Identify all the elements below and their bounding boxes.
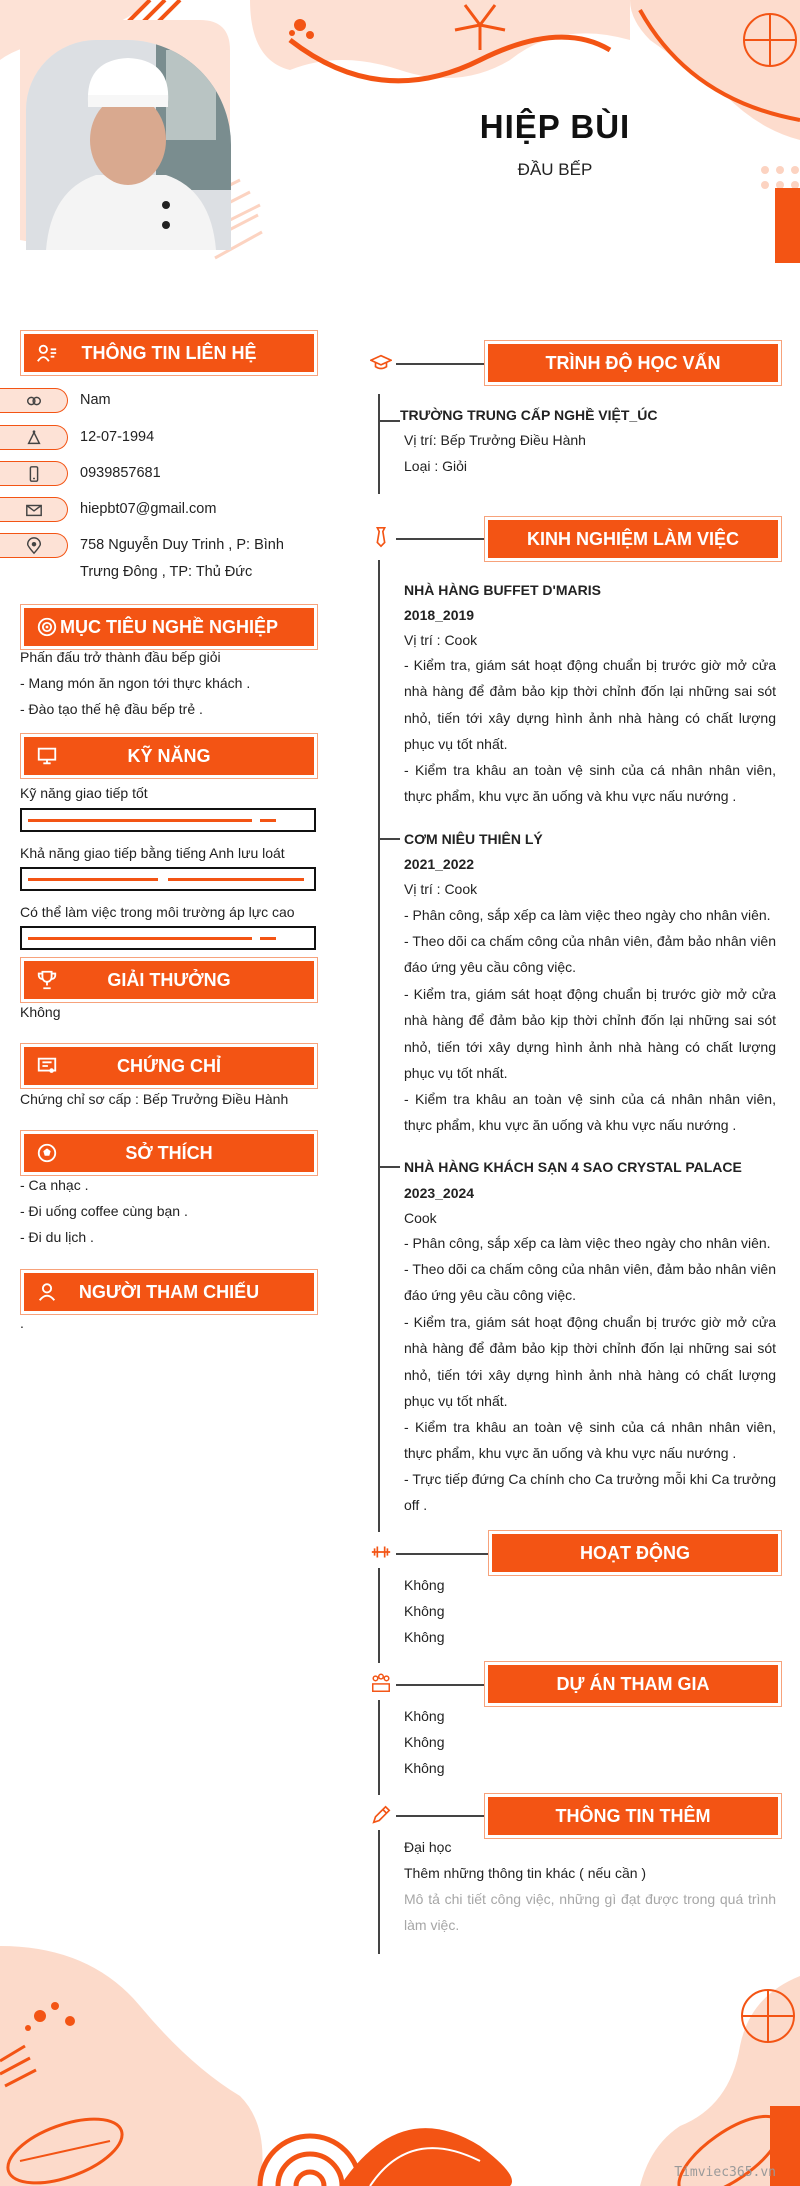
hobby-line: - Đi uống coffee cùng bạn . xyxy=(20,1203,188,1219)
additional-section-title xyxy=(488,1797,778,1835)
experience-section-title xyxy=(488,520,778,558)
project-line: Không xyxy=(404,1734,445,1750)
activity-line: Không xyxy=(404,1603,445,1619)
activity-line: Không xyxy=(404,1577,445,1593)
job-duty: - Kiểm tra, giám sát hoạt động chuẩn bị trước giờ mở cửa nhà hàng để đảm bảo kịp thời chỉnh đốn lại những sai sót nhỏ, tiến tới xây dựng hình ảnh nhà hàng có chất lượng phục vụ tốt nhất. xyxy=(404,986,776,1081)
additional-line: Thêm những thông tin khác ( nếu cần ) xyxy=(404,1865,647,1881)
additional-connector xyxy=(396,1815,484,1817)
hobby-line: - Ca nhạc . xyxy=(20,1177,89,1193)
skill-bar-accent xyxy=(260,819,276,822)
skill-name: Có thể làm việc trong môi trường áp lực cao xyxy=(20,904,295,920)
job-duty: - Kiểm tra khâu an toàn vệ sinh của cá nhân nhân viên, thực phẩm, khu vực ăn uống và khu vực nấu nướng . xyxy=(404,1419,776,1462)
ball-icon xyxy=(36,1142,58,1164)
projects-title-text: DỰ ÁN THAM GIA xyxy=(556,1673,710,1694)
person-icon xyxy=(36,1281,58,1303)
job-tick xyxy=(378,1166,400,1168)
candidate-name: HIỆP BÙI xyxy=(479,108,631,145)
additional-line: Đại học xyxy=(404,1839,452,1855)
job-period: 2023_2024 xyxy=(404,1185,475,1201)
references-section-title xyxy=(24,1273,314,1311)
trophy-icon xyxy=(36,969,58,991)
experience-title-text: KINH NGHIỆM LÀM VIỆC xyxy=(526,528,739,549)
skills-section-title xyxy=(24,737,314,775)
certificate-icon xyxy=(36,1055,58,1077)
experience-connector xyxy=(396,538,484,540)
location-icon xyxy=(0,533,68,558)
education-school: TRƯỜNG TRUNG CẤP NGHỀ VIỆT_ÚC xyxy=(400,407,658,423)
watermark-text: Timviec365.vn xyxy=(674,2165,776,2180)
job-company: NHÀ HÀNG KHÁCH SẠN 4 SAO CRYSTAL PALACE xyxy=(404,1159,742,1175)
contact-birthday-row xyxy=(0,425,154,451)
activity-line: Không xyxy=(404,1629,445,1645)
activities-title-text: HOẠT ĐỘNG xyxy=(580,1542,690,1563)
education-timeline xyxy=(378,394,380,494)
birthday-icon xyxy=(0,425,68,450)
skill-bar xyxy=(20,808,316,832)
pencil-icon xyxy=(370,1804,392,1826)
contact-icon xyxy=(36,342,58,364)
contact-email-row xyxy=(0,497,216,523)
hobbies-section-title xyxy=(24,1134,314,1172)
education-position: Vị trí: Bếp Trưởng Điều Hành xyxy=(404,432,586,448)
contact-gender-row xyxy=(0,388,111,414)
projects-connector xyxy=(396,1684,484,1686)
contact-address-line2: Trưng Đông , TP: Thủ Đức xyxy=(80,564,253,580)
graduation-cap-icon xyxy=(370,352,392,374)
hobbies-title-text: SỞ THÍCH xyxy=(125,1142,213,1163)
objective-line: - Đào tạo thế hệ đầu bếp trẻ . xyxy=(20,701,203,717)
candidate-job-title: ĐẦU BẾP xyxy=(517,160,593,179)
job-duty: - Kiểm tra khâu an toàn vệ sinh của cá nhân nhân viên, thực phẩm, khu vực ăn uống và khu vực nấu nướng . xyxy=(404,762,776,805)
gender-icon xyxy=(0,388,68,413)
dumbbell-icon xyxy=(370,1541,392,1563)
profile-photo xyxy=(26,40,231,250)
skill-bar-fill xyxy=(28,937,252,940)
job-duty: - Kiểm tra, giám sát hoạt động chuẩn bị trước giờ mở cửa nhà hàng để đảm bảo kịp thời chỉnh đốn lại những sai sót nhỏ, tiến tới xây dựng hình ảnh nhà hàng có chất lượng phục vụ tốt nhất. xyxy=(404,1314,776,1409)
references-title-text: NGƯỜI THAM CHIẾU xyxy=(78,1281,260,1302)
job-tick xyxy=(378,838,400,840)
bottom-center-decoration xyxy=(250,2066,590,2186)
objective-section-title xyxy=(24,608,314,646)
skill-bar xyxy=(20,867,316,891)
additional-timeline xyxy=(378,1830,380,1954)
skill-bar xyxy=(20,926,316,950)
job-duty: - Theo dõi ca chấm công của nhân viên, đảm bảo nhân viên đáo ứng yêu cầu công việc. xyxy=(404,1261,776,1304)
additional-title-text: THÔNG TIN THÊM xyxy=(555,1805,711,1826)
education-grade: Loại : Giỏi xyxy=(404,458,468,474)
job-duty: - Phân công, sắp xếp ca làm việc theo ngày cho nhân viên. xyxy=(404,1235,771,1251)
certificates-text: Chứng chỉ sơ cấp : Bếp Trưởng Điều Hành xyxy=(20,1091,289,1107)
education-tick xyxy=(378,420,400,422)
skill-name: Khả năng giao tiếp bằng tiếng Anh lưu loát xyxy=(20,845,285,861)
job-company: NHÀ HÀNG BUFFET D'MARIS xyxy=(404,582,601,598)
projects-timeline xyxy=(378,1700,380,1795)
contact-address-line1: 758 Nguyễn Duy Trinh , P: Bình xyxy=(80,537,284,553)
monitor-icon xyxy=(36,745,58,767)
contact-phone-row xyxy=(0,461,161,487)
bottom-left-decoration xyxy=(0,1946,270,2186)
contact-phone[interactable]: 0939857681 xyxy=(80,465,161,481)
job-duty: - Theo dõi ca chấm công của nhân viên, đảm bảo nhân viên đáo ứng yêu cầu công việc. xyxy=(404,933,776,976)
education-title-text: TRÌNH ĐỘ HỌC VẤN xyxy=(545,352,721,373)
skill-name: Kỹ năng giao tiếp tốt xyxy=(20,785,148,801)
top-center-decoration xyxy=(230,0,630,100)
objective-title-text: MỤC TIÊU NGHỀ NGHIỆP xyxy=(59,616,278,637)
job-company: CƠM NIÊU THIÊN LÝ xyxy=(404,831,543,847)
awards-text: Không xyxy=(20,1004,61,1020)
job-duty: - Phân công, sắp xếp ca làm việc theo ngày cho nhân viên. xyxy=(404,907,771,923)
activities-timeline xyxy=(378,1568,380,1663)
experience-timeline xyxy=(378,560,380,1532)
certificates-section-title xyxy=(24,1047,314,1085)
contact-birthday: 12-07-1994 xyxy=(80,429,155,445)
mail-icon xyxy=(0,497,68,522)
tie-icon xyxy=(370,526,392,548)
hobby-line: - Đi du lịch . xyxy=(20,1229,94,1245)
bottom-right-decoration xyxy=(620,1976,800,2186)
job-role: Vị trí : Cook xyxy=(404,881,478,897)
skill-bar-fill xyxy=(28,878,158,881)
skill-bar-accent xyxy=(168,878,304,881)
job-duty: - Trực tiếp đứng Ca chính cho Ca trưởng mỗi khi Ca trưởng off . xyxy=(404,1471,776,1514)
project-line: Không xyxy=(404,1708,445,1724)
references-text: . xyxy=(20,1315,24,1331)
objective-line: - Mang món ăn ngon tới thực khách . xyxy=(20,675,251,691)
projects-section-title xyxy=(488,1665,778,1703)
phone-icon xyxy=(0,461,68,486)
contact-title-text: THÔNG TIN LIÊN HỆ xyxy=(81,342,257,363)
awards-section-title xyxy=(24,961,314,999)
objective-line: Phấn đấu trở thành đầu bếp giỏi xyxy=(20,649,221,665)
education-section-title xyxy=(488,344,778,382)
awards-title-text: GIẢI THƯỞNG xyxy=(107,969,231,990)
certificates-title-text: CHỨNG CHỈ xyxy=(117,1055,221,1076)
job-period: 2021_2022 xyxy=(404,856,475,872)
contact-address xyxy=(80,532,284,586)
skill-bar-fill xyxy=(28,819,252,822)
contact-gender: Nam xyxy=(80,392,111,408)
team-icon xyxy=(370,1672,392,1694)
activities-connector xyxy=(396,1553,488,1555)
skills-title-text: KỸ NĂNG xyxy=(127,745,211,766)
job-duty: - Kiểm tra khâu an toàn vệ sinh của cá nhân nhân viên, thực phẩm, khu vực ăn uống và khu vực nấu nướng . xyxy=(404,1091,776,1134)
job-role: Cook xyxy=(404,1210,437,1226)
education-connector xyxy=(396,363,484,365)
project-line: Không xyxy=(404,1760,445,1776)
skill-bar-accent xyxy=(260,937,276,940)
additional-hint: Mô tả chi tiết công việc, những gì đạt được trong quá trình làm việc. xyxy=(404,1891,776,1934)
job-duty: - Kiểm tra, giám sát hoạt động chuẩn bị trước giờ mở cửa nhà hàng để đảm bảo kịp thời chỉnh đốn lại những sai sót nhỏ, tiến tới xây dựng hình ảnh nhà hàng có chất lượng phục vụ tốt nhất. xyxy=(404,657,776,752)
contact-email[interactable]: hiepbt07@gmail.com xyxy=(80,501,217,517)
activities-section-title xyxy=(492,1534,778,1572)
contact-section-title xyxy=(24,334,314,372)
job-role: Vị trí : Cook xyxy=(404,632,478,648)
target-icon xyxy=(36,616,58,638)
contact-address-row xyxy=(0,533,284,586)
job-period: 2018_2019 xyxy=(404,607,475,623)
